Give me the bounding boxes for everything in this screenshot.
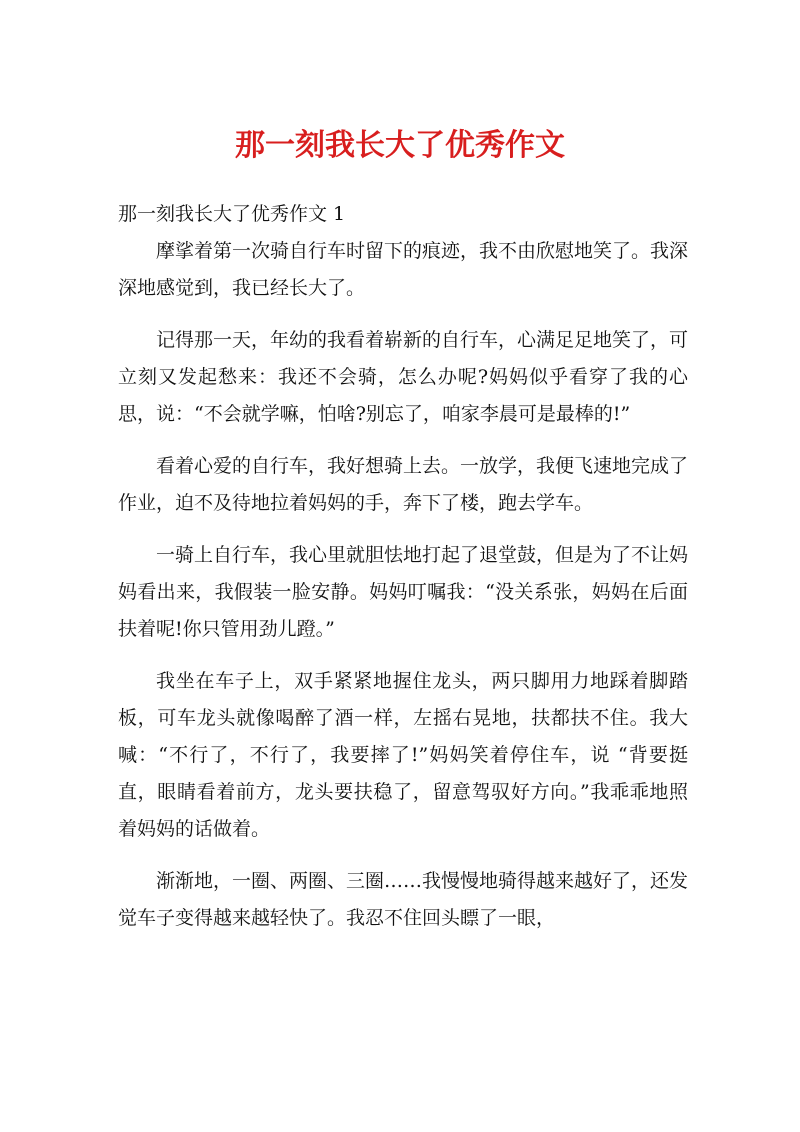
- document-body: [118, 196, 688, 952]
- paragraph-1: 摩挲着第一次骑自行车时留下的痕迹，我不由欣慰地笑了。我深深地感觉到，我已经长大了。: [118, 240, 689, 299]
- paragraph-3: 看着心爱的自行车，我好想骑上去。一放学，我便飞速地完成了作业，迫不及待地拉着妈妈的手，奔下了楼，跑去学车。: [118, 455, 689, 514]
- paragraph-5: 我坐在车子上，双手紧紧地握住龙头，两只脚用力地踩着脚踏板，可车龙头就像喝醉了酒一样，左摇右晃地，扶都扶不住。我大喊：“不行了，不行了，我要摔了!”妈妈笑着停住车，说 “背要挺直，眼睛看着前方，龙头要扶稳了，留意驾驭好方向。”我乖乖地照着妈妈的话做着。: [118, 670, 688, 840]
- paragraph-2: 记得那一天，年幼的我看着崭新的自行车，心满足足地笑了，可立刻又发起愁来：我还不会骑，怎么办呢?妈妈似乎看穿了我的心思，说：“不会就学嘛，怕啥?别忘了，咱家李晨可是最棒的!”: [118, 329, 689, 425]
- essay-sub-heading: 那一刻我长大了优秀作文 1: [118, 203, 346, 225]
- paragraph-4: 一骑上自行车，我心里就胆怯地打起了退堂鼓，但是为了不让妈妈看出来，我假装一脸安静。妈妈叮嘱我：“没关系张，妈妈在后面扶着呢!你只管用劲儿蹬。”: [118, 544, 689, 640]
- document-title: 那一刻我长大了优秀作文: [235, 128, 565, 163]
- paragraph-6: 渐渐地，一圈、两圈、三圈……我慢慢地骑得越来越好了，还发觉车子变得越来越轻快了。我忍不住回头瞟了一眼，: [118, 870, 689, 929]
